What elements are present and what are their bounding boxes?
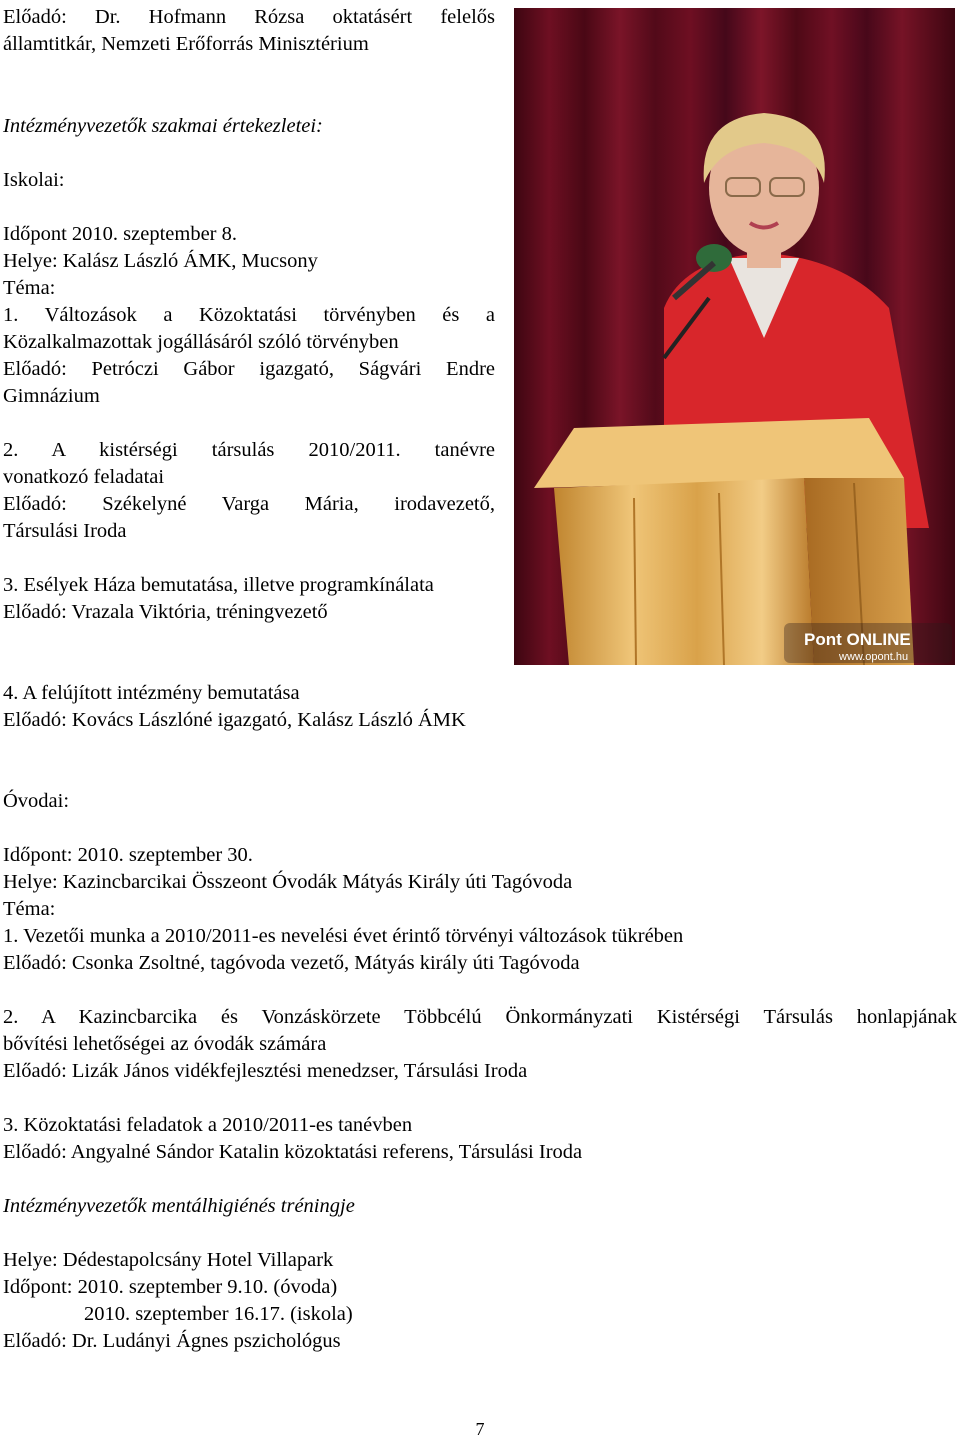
intro-line-1: Előadó: Dr. Hofmann Rózsa oktatásért felelős	[3, 6, 495, 28]
section-heading-meetings: Intézményvezetők szakmai értekezletei:	[3, 115, 323, 137]
kindergarten-item-2-line-1: 2. A Kazincbarcika és Vonzáskörzete Többcélú Önkormányzati Kistérségi Társulás honlapjának	[3, 1006, 957, 1028]
school-item-4-line-2: Előadó: Kovács Lászlóné igazgató, Kalász László ÁMK	[3, 709, 466, 731]
school-item-2-line-1: 2. A kistérségi társulás 2010/2011. tanévre	[3, 439, 495, 461]
intro-line-2: államtitkár, Nemzeti Erőforrás Minisztérium	[3, 33, 369, 55]
kindergarten-topic-label: Téma:	[3, 898, 56, 920]
kindergarten-time: Időpont: 2010. szeptember 30.	[3, 844, 253, 866]
training-time-1: Időpont: 2010. szeptember 9.10. (óvoda)	[3, 1276, 338, 1298]
kindergarten-item-2-line-2: bővítési lehetőségei az óvodák számára	[3, 1033, 327, 1055]
school-item-1-line-1: 1. Változások a Közoktatási törvényben és a	[3, 304, 495, 326]
school-item-4-line-1: 4. A felújított intézmény bemutatása	[3, 682, 300, 704]
school-topic-label: Téma:	[3, 277, 56, 299]
training-time-2: 2010. szeptember 16.17. (iskola)	[84, 1303, 353, 1325]
school-item-1-line-4: Gimnázium	[3, 385, 100, 407]
kindergarten-item-1-line-2: Előadó: Csonka Zsoltné, tagóvoda vezető, Mátyás király úti Tagóvoda	[3, 952, 580, 974]
school-item-3-line-2: Előadó: Vrazala Viktória, tréningvezető	[3, 601, 328, 623]
watermark-logo	[784, 623, 952, 663]
watermark-url: www.opont.hu	[839, 651, 909, 663]
school-item-2-line-3: Előadó: Székelyné Varga Mária, irodavezető,	[3, 493, 495, 515]
school-time: Időpont 2010. szeptember 8.	[3, 223, 237, 245]
school-item-2-line-4: Társulási Iroda	[3, 520, 127, 542]
kindergarten-item-2-line-3: Előadó: Lizák János vidékfejlesztési menedzser, Társulási Iroda	[3, 1060, 528, 1082]
school-item-1-line-2: Közalkalmazottak jogállásáról szóló törvényben	[3, 331, 399, 353]
kindergarten-item-3-line-1: 3. Közoktatási feladatok a 2010/2011-es tanévben	[3, 1114, 413, 1136]
school-item-1-line-3: Előadó: Petróczi Gábor igazgató, Ságvári Endre	[3, 358, 495, 380]
school-label: Iskolai:	[3, 169, 65, 191]
kindergarten-label: Óvodai:	[3, 790, 70, 812]
page-number: 7	[475, 1419, 485, 1439]
kindergarten-place: Helye: Kazincbarcikai Összeont Óvodák Mátyás Király úti Tagóvoda	[3, 871, 573, 893]
school-place: Helye: Kalász László ÁMK, Mucsony	[3, 250, 318, 272]
school-item-2-line-2: vonatkozó feladatai	[3, 466, 165, 488]
podium-top	[534, 418, 904, 488]
speaker-photo	[514, 8, 955, 665]
section-heading-training: Intézményvezetők mentálhigiénés tréningje	[3, 1195, 355, 1217]
watermark-brand: Pont ONLINE	[804, 630, 911, 649]
kindergarten-item-3-line-2: Előadó: Angyalné Sándor Katalin közoktatási referens, Társulási Iroda	[3, 1141, 583, 1163]
podium-front	[554, 478, 814, 665]
training-speaker: Előadó: Dr. Ludányi Ágnes pszichológus	[3, 1330, 341, 1352]
kindergarten-item-1-line-1: 1. Vezetői munka a 2010/2011-es nevelési évet érintő törvényi változások tükrében	[3, 925, 684, 947]
microphone	[696, 244, 732, 272]
school-item-3-line-1: 3. Esélyek Háza bemutatása, illetve programkínálata	[3, 574, 434, 596]
training-place: Helye: Dédestapolcsány Hotel Villapark	[3, 1249, 334, 1271]
